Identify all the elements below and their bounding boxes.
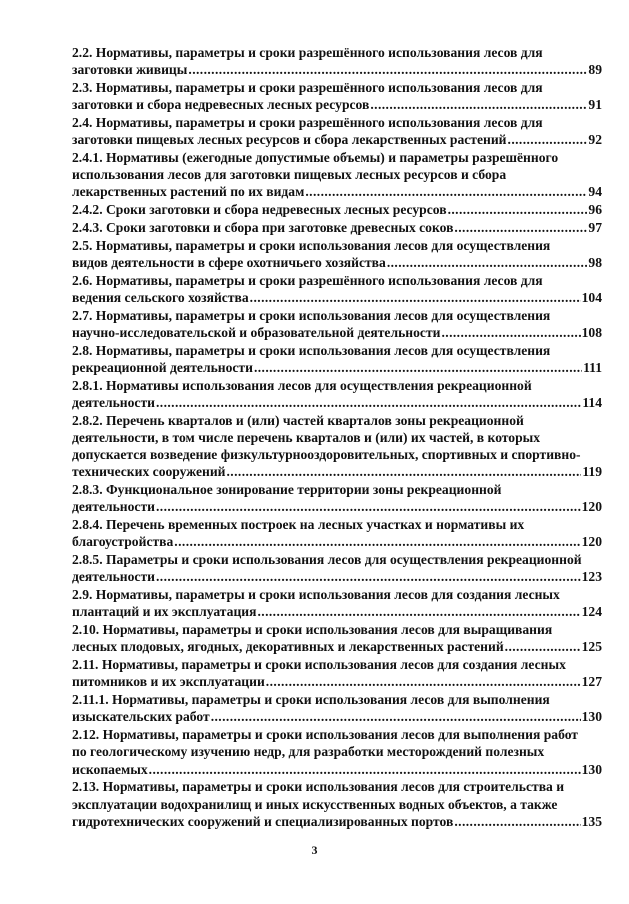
toc-page-number: 123 xyxy=(581,569,602,585)
toc-page-number: 124 xyxy=(581,604,602,620)
toc-entry-last-line xyxy=(72,131,602,148)
dot-leader xyxy=(227,463,582,480)
toc-page-number: 127 xyxy=(581,674,602,690)
toc-page-number: 120 xyxy=(581,534,602,550)
toc-entry-text: заготовки и сбора недревесных лесных ресурсов xyxy=(72,97,370,113)
toc-entry-text: 2.8.2. Перечень кварталов и (или) частей кварталов зоны рекреационной xyxy=(72,412,524,428)
toc-entry-text: лесных плодовых, ягодных, декоративных и лекарственных растений xyxy=(72,639,504,655)
toc-entry[interactable] xyxy=(72,691,602,725)
toc-entry-last-line xyxy=(72,708,602,725)
toc-entry[interactable] xyxy=(72,219,602,236)
table-of-contents xyxy=(72,44,602,831)
toc-entry[interactable] xyxy=(72,114,602,148)
toc-page-number: 119 xyxy=(582,464,602,480)
toc-entry-text: эксплуатации водохранилищ и иных искусственных водных объектов, а также xyxy=(72,796,558,812)
toc-entry-text: технических сооружений xyxy=(72,464,226,480)
toc-entry-text: изыскательских работ xyxy=(72,709,210,725)
toc-entry-last-line xyxy=(72,498,602,515)
toc-entry-last-line xyxy=(72,394,602,411)
dot-leader xyxy=(250,289,581,306)
toc-entry[interactable] xyxy=(72,272,602,306)
toc-entry-text: по геологическому изучению недр, для разработки месторождений полезных xyxy=(72,744,545,760)
toc-entry-text: научно-исследовательской и образовательной деятельности xyxy=(72,325,441,340)
toc-entry-text: плантаций и их эксплуатация xyxy=(72,604,257,620)
toc-entry-last-line xyxy=(72,359,602,376)
dot-leader xyxy=(454,813,580,830)
toc-page-number: 96 xyxy=(588,202,602,218)
toc-entry-last-line xyxy=(72,324,602,341)
toc-entry-last-line xyxy=(72,673,602,690)
toc-entry[interactable] xyxy=(72,726,602,778)
toc-entry[interactable] xyxy=(72,201,602,218)
toc-entry-text: деятельности, в том числе перечень кварталов и (или) их частей, в которых xyxy=(72,430,541,445)
toc-entry-text: 2.7. Нормативы, параметры и сроки использования лесов для осуществления xyxy=(72,307,551,323)
toc-entry-last-line xyxy=(72,96,602,113)
dot-leader xyxy=(305,183,587,200)
toc-entry-text: благоустройства xyxy=(72,534,174,550)
toc-entry-text: 2.10. Нормативы, параметры и сроки использования лесов для выращивания xyxy=(72,622,553,638)
toc-entry-last-line xyxy=(72,603,602,620)
toc-entry-last-line xyxy=(72,761,602,778)
toc-entry[interactable] xyxy=(72,377,602,411)
toc-entry-last-line xyxy=(72,638,602,655)
toc-entry[interactable] xyxy=(72,481,602,515)
dot-leader xyxy=(257,603,580,620)
toc-page-number: 108 xyxy=(581,325,602,340)
toc-entry-text: заготовки пищевых лесных ресурсов и сбора лекарственных растений xyxy=(72,132,507,148)
toc-page-number: 114 xyxy=(582,395,602,410)
toc-entry-text: 2.9. Нормативы, параметры и сроки использования лесов для создания лесных xyxy=(72,587,560,603)
toc-entry-text: рекреационной деятельности xyxy=(72,360,253,375)
toc-entry-text: ископаемых xyxy=(72,761,148,777)
toc-page-number: 120 xyxy=(581,499,602,515)
dot-leader xyxy=(454,219,587,236)
toc-entry-text: ведения сельского хозяйства xyxy=(72,290,249,305)
toc-entry-last-line xyxy=(72,533,602,550)
toc-entry-text: гидротехнических сооружений и специализированных портов xyxy=(72,813,454,829)
toc-entry[interactable] xyxy=(72,551,602,585)
toc-entry[interactable] xyxy=(72,342,602,376)
dot-leader xyxy=(156,498,581,515)
toc-entry-last-line xyxy=(72,289,602,306)
toc-entry-text: 2.8.3. Функциональное зонирование территории зоны рекреационной xyxy=(72,482,502,498)
toc-entry-text: деятельности xyxy=(72,569,155,585)
toc-entry-text: 2.8.1. Нормативы использования лесов для осуществления рекреационной xyxy=(72,377,532,393)
dot-leader xyxy=(211,708,581,725)
toc-entry-text: деятельности xyxy=(72,395,155,410)
toc-entry-text: 2.6. Нормативы, параметры и сроки разрешённого использования лесов для xyxy=(72,272,543,288)
toc-entry[interactable] xyxy=(72,586,602,620)
dot-leader xyxy=(156,568,581,585)
toc-page-number: 94 xyxy=(588,184,602,200)
toc-entry-text: 2.2. Нормативы, параметры и сроки разрешённого использования лесов для xyxy=(72,45,543,60)
toc-entry[interactable] xyxy=(72,237,602,271)
toc-page-number: 135 xyxy=(581,813,602,829)
toc-entry-text: 2.4.1. Нормативы (ежегодные допустимые объемы) и параметры разрешённого xyxy=(72,150,559,165)
toc-entry-text: заготовки живицы xyxy=(72,62,188,78)
dot-leader xyxy=(448,201,588,218)
toc-entry-last-line xyxy=(72,568,602,585)
toc-entry[interactable] xyxy=(72,778,602,830)
toc-entry[interactable] xyxy=(72,412,602,481)
dot-leader xyxy=(387,254,588,271)
toc-entry-last-line xyxy=(72,219,602,236)
toc-entry[interactable] xyxy=(72,44,602,78)
toc-entry-text: питомников и их эксплуатации xyxy=(72,674,265,690)
toc-entry-last-line xyxy=(72,254,602,271)
toc-entry-text: 2.12. Нормативы, параметры и сроки использования лесов для выполнения работ xyxy=(72,727,578,743)
toc-entry-text: 2.8.5. Параметры и сроки использования лесов для осуществления рекреационной xyxy=(72,552,582,568)
toc-entry-last-line xyxy=(72,61,602,78)
toc-entry-text: 2.4.2. Сроки заготовки и сбора недревесных лесных ресурсов xyxy=(72,202,447,218)
dot-leader xyxy=(508,131,588,148)
toc-entry-text: 2.11.1. Нормативы, параметры и сроки использования лесов для выполнения xyxy=(72,692,550,708)
toc-entry-text: 2.4. Нормативы, параметры и сроки разрешённого использования лесов для xyxy=(72,115,543,130)
dot-leader xyxy=(188,61,587,78)
toc-entry-text: деятельности xyxy=(72,499,155,515)
toc-page-number: 125 xyxy=(581,639,602,655)
toc-entry-text: 2.13. Нормативы, параметры и сроки использования лесов для строительства и xyxy=(72,779,565,795)
toc-entry-text: 2.8. Нормативы, параметры и сроки использования лесов для осуществления xyxy=(72,342,551,358)
toc-page-number: 130 xyxy=(581,709,602,725)
toc-entry[interactable] xyxy=(72,516,602,550)
dot-leader xyxy=(266,673,581,690)
toc-entry-text: 2.11. Нормативы, параметры и сроки использования лесов для создания лесных xyxy=(72,657,566,673)
toc-page-number: 130 xyxy=(581,761,602,777)
toc-entry-last-line xyxy=(72,201,602,218)
dot-leader xyxy=(505,638,581,655)
dot-leader xyxy=(254,359,582,376)
toc-entry-text: 2.3. Нормативы, параметры и сроки разрешённого использования лесов для xyxy=(72,80,543,95)
toc-entry-text: использования лесов для заготовки пищевых лесных ресурсов и сбора xyxy=(72,167,507,183)
page-number: 3 xyxy=(311,843,318,857)
toc-entry[interactable] xyxy=(72,79,602,113)
dot-leader xyxy=(370,96,587,113)
toc-entry[interactable] xyxy=(72,307,602,341)
toc-entry-last-line xyxy=(72,463,602,480)
toc-page-number: 104 xyxy=(581,290,602,305)
dot-leader xyxy=(156,394,581,411)
toc-entry-text: 2.4.3. Сроки заготовки и сбора при заготовке древесных соков xyxy=(72,220,454,235)
toc-page-number: 111 xyxy=(583,360,602,375)
toc-page-number: 98 xyxy=(588,255,602,270)
toc-entry-last-line xyxy=(72,183,602,200)
dot-leader xyxy=(441,324,580,341)
toc-entry-last-line xyxy=(72,813,602,830)
dot-leader xyxy=(149,761,581,778)
toc-entry-text: видов деятельности в сфере охотничьего хозяйства xyxy=(72,255,386,270)
toc-entry-text: лекарственных растений по их видам xyxy=(72,184,305,200)
toc-entry-text: допускается возведение физкультурнооздоровительных, спортивных и спортивно- xyxy=(72,447,581,463)
toc-entry-text: 2.8.4. Перечень временных построек на лесных участках и нормативы их xyxy=(72,517,525,533)
dot-leader xyxy=(174,533,580,550)
toc-page-number: 92 xyxy=(588,132,602,148)
toc-page-number: 89 xyxy=(588,62,602,78)
toc-entry-text: 2.5. Нормативы, параметры и сроки использования лесов для осуществления xyxy=(72,237,551,253)
toc-entry[interactable] xyxy=(72,621,602,655)
toc-entry[interactable] xyxy=(72,656,602,690)
toc-entry[interactable] xyxy=(72,149,602,201)
toc-page-number: 97 xyxy=(588,220,602,235)
toc-page-number: 91 xyxy=(588,97,602,113)
